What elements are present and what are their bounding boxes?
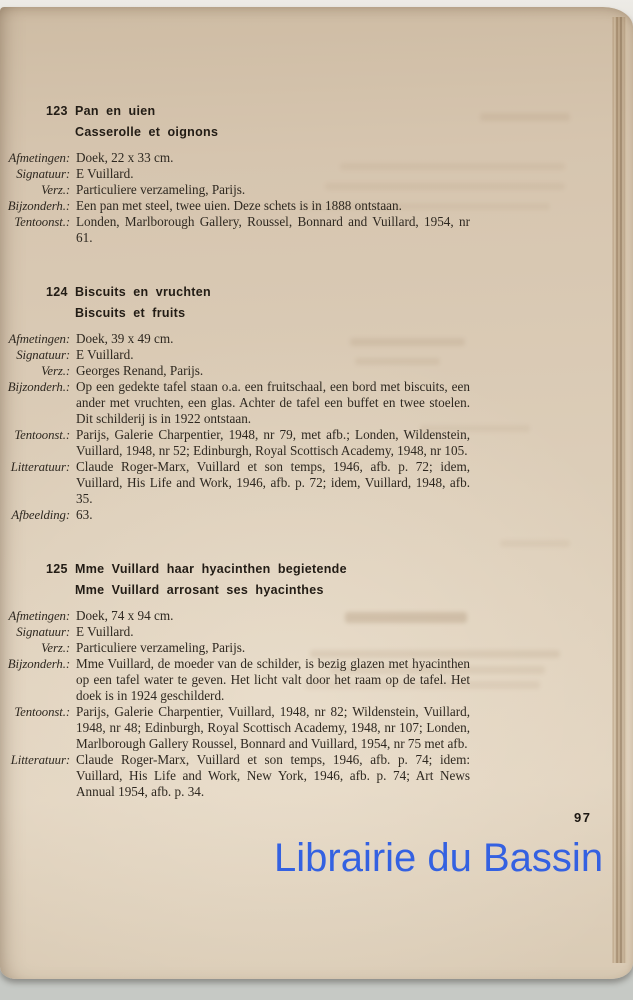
field-value: Doek, 74 x 94 cm.	[76, 608, 174, 623]
entry-number: 124	[46, 285, 68, 299]
entry-title-french: Casserolle et oignons	[75, 125, 219, 139]
entry-title-dutch: Biscuits en vruchten	[75, 285, 211, 299]
entry-title-dutch: Pan en uien	[75, 104, 156, 118]
entry-number: 125	[46, 562, 68, 576]
field-row	[0, 214, 633, 246]
field-label: Verz.:	[41, 641, 70, 655]
field-row	[0, 198, 633, 214]
bookseller-watermark: Librairie du Bassin	[274, 836, 604, 880]
field-row	[0, 182, 633, 198]
field-label: Bijzonderh.:	[7, 199, 70, 213]
field-value: Particuliere verzameling, Parijs.	[76, 182, 246, 197]
field-value: E Vuillard.	[76, 166, 134, 181]
field-label: Afmetingen:	[8, 609, 70, 623]
field-value: E Vuillard.	[76, 624, 134, 639]
field-row	[0, 752, 633, 800]
field-label: Verz.:	[41, 364, 70, 378]
field-label: Bijzonderh.:	[7, 380, 70, 394]
field-label: Tentoonst.:	[14, 428, 70, 442]
field-label: Afmetingen:	[8, 151, 70, 165]
field-value: Doek, 39 x 49 cm.	[76, 331, 174, 346]
catalog-content	[0, 7, 633, 836]
entry-title	[0, 101, 633, 143]
field-value: Een pan met steel, twee uien. Deze schets is in 1888 ontstaan.	[76, 198, 402, 213]
field-value: Doek, 22 x 33 cm.	[76, 150, 174, 165]
field-value: Georges Renand, Parijs.	[76, 363, 204, 378]
field-row	[0, 624, 633, 640]
field-label: Litteratuur:	[10, 460, 70, 474]
entry-fields	[0, 331, 633, 523]
field-row	[0, 608, 633, 624]
entry-title-french: Mme Vuillard arrosant ses hyacinthes	[75, 583, 324, 597]
entry-title	[0, 282, 633, 324]
field-value: Parijs, Galerie Charpentier, 1948, nr 79, met afb.; Londen, Wildenstein, Vuillard, 1948, nr 52; Edinburgh, Royal Scottisch Academy, 1948, nr 105.	[76, 427, 470, 458]
field-label: Signatuur:	[16, 167, 70, 181]
field-row	[0, 347, 633, 363]
field-label: Bijzonderh.:	[7, 657, 70, 671]
catalog-entry-124	[0, 282, 633, 523]
field-label: Signatuur:	[16, 625, 70, 639]
field-value: Particuliere verzameling, Parijs.	[76, 640, 246, 655]
field-label: Litteratuur:	[10, 753, 70, 767]
entry-title	[0, 559, 633, 601]
field-label: Afmetingen:	[8, 332, 70, 346]
field-label: Signatuur:	[16, 348, 70, 362]
page-number: 97	[574, 810, 592, 825]
field-value: Londen, Marlborough Gallery, Roussel, Bonnard and Vuillard, 1954, nr 61.	[76, 214, 470, 245]
field-row	[0, 459, 633, 507]
entry-fields	[0, 150, 633, 246]
field-value: Mme Vuillard, de moeder van de schilder, is bezig glazen met hyacinthen op een tafel water te geven. Het licht valt door het raam op de tafel. Het doek is in 1924 geschilderd.	[76, 656, 470, 703]
field-value: Op een gedekte tafel staan o.a. een fruitschaal, een bord met biscuits, een ander met vruchten, een glas. Achter de tafel een buffet en twee stoelen. Dit schilderij is in 1922 ontstaan.	[76, 379, 470, 426]
field-label: Tentoonst.:	[14, 215, 70, 229]
field-value: E Vuillard.	[76, 347, 134, 362]
field-row	[0, 379, 633, 427]
entry-title-french: Biscuits et fruits	[75, 306, 186, 320]
field-label: Tentoonst.:	[14, 705, 70, 719]
book-page	[0, 7, 633, 979]
field-label: Afbeelding:	[11, 508, 70, 522]
field-value: Claude Roger-Marx, Vuillard et son temps, 1946, afb. p. 74; idem: Vuillard, His Life and Work, New York, 1946, afb. p. 74; Art News Annual 1954, afb. p. 34.	[76, 752, 470, 799]
field-label: Verz.:	[41, 183, 70, 197]
field-value: 63.	[76, 507, 93, 522]
field-value: Claude Roger-Marx, Vuillard et son temps, 1946, afb. p. 72; idem, Vuillard, His Life and Work, 1946, afb. p. 72; idem, Vuillard, 1948, afb. 35.	[76, 459, 470, 506]
field-row	[0, 507, 633, 523]
entry-title-dutch: Mme Vuillard haar hyacinthen begietende	[75, 562, 347, 576]
field-row	[0, 363, 633, 379]
catalog-entry-123	[0, 101, 633, 246]
field-row	[0, 640, 633, 656]
entry-fields	[0, 608, 633, 800]
catalog-entry-125	[0, 559, 633, 800]
field-value: Parijs, Galerie Charpentier, Vuillard, 1948, nr 82; Wildenstein, Vuillard, 1948, nr 48; Edinburgh, Royal Scottisch Academy, 1948, nr 107; Londen, Marlborough Gallery Roussel, Bonnard and Vuillard, 1954, nr 75 met afb.	[76, 704, 470, 751]
field-row	[0, 150, 633, 166]
field-row	[0, 331, 633, 347]
field-row	[0, 166, 633, 182]
field-row	[0, 704, 633, 752]
field-row	[0, 656, 633, 704]
entry-number: 123	[46, 104, 68, 118]
field-row	[0, 427, 633, 459]
